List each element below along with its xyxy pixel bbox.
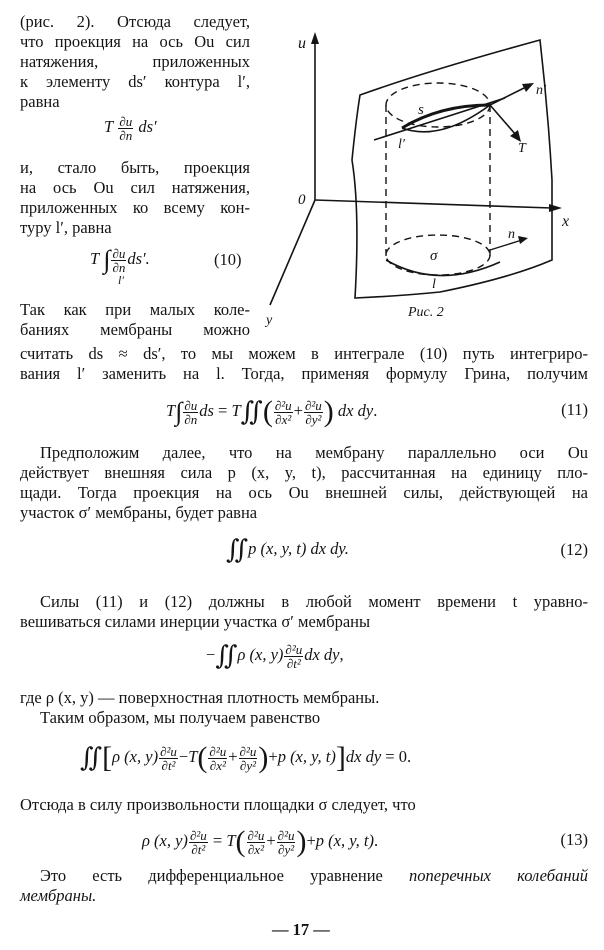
equation-number: (11) [561, 400, 588, 419]
figure-membrane [266, 10, 590, 340]
text-line: и, стало быть, проекция [20, 158, 250, 177]
text-line: к элементу ds′ контура l′, [20, 72, 250, 91]
equation-number: (12) [560, 540, 588, 559]
text-line: щади. Тогда проекция на ось Ou внешней силы, действующей на [20, 483, 588, 502]
text-line: Таким образом, мы получаем равенство [40, 708, 321, 727]
label-s: s [418, 102, 424, 118]
text-line: что проекция на ось Ou сил [20, 32, 250, 51]
text-line: вания l′ заменить на l. Тогда, применяя формулу Грина, получим [20, 364, 588, 383]
text-line: участок σ′ мембраны, будет равна [20, 503, 258, 522]
text-line: действует внешняя сила p (x, y, t), рассчитанная на единицу пло- [20, 463, 588, 482]
formula-tension-element: T $\frac{\partial u}{\partial n}$ ds′ [104, 113, 157, 143]
figure-caption: Рис. 2 [408, 305, 444, 320]
text-line: вешиваться силами инерции участка σ′ мембраны [20, 612, 371, 631]
text-line: равна [20, 92, 60, 111]
origin-label: 0 [298, 192, 306, 208]
formula-12: ∬p (x, y, t) dx dy. [226, 535, 349, 565]
label-T: T [518, 141, 526, 156]
equation-number: (10) [214, 250, 242, 269]
text-line: мембраны. [20, 886, 97, 905]
text-line: Силы (11) и (12) должны в любой момент времени t уравно- [40, 592, 588, 611]
text-line: Отсюда в силу произвольности площадки σ следует, что [20, 795, 416, 814]
text-line: Так как при малых коле- [20, 300, 250, 319]
left-column [20, 12, 250, 112]
page-number: — 17 — [272, 920, 330, 939]
integral-limit: l′ [118, 273, 124, 287]
text-line: на ось Ou сил натяжения, [20, 178, 250, 197]
axis-label-x: x [562, 213, 570, 230]
label-n: n [508, 227, 515, 242]
label-l: l [432, 277, 436, 292]
formula-10: T ∫ $\frac{\partial u}{\partial n}$ ds′. [90, 245, 150, 275]
label-sigma: σ [430, 248, 438, 264]
text-line: где ρ (x, y) — поверхностная плотность мембраны. [20, 688, 380, 707]
left-column-3 [20, 300, 250, 340]
text-line: Предположим далее, что на мембрану параллельно оси Ou [40, 443, 588, 462]
equation-number: (13) [560, 830, 588, 849]
formula-11: T∫ $\frac{\partial u}{\partial n}$ ds = T∬( $\frac{\text{∂²u}}{\text{∂x²}}$ + $\frac{\text{∂²u}}{\text{∂y²}}$ ) dx dy. [166, 395, 378, 429]
formula-balance: ∬[ρ (x, y) $\frac{\text{∂²u}}{\text{∂t²}}$ −T( $\frac{\text{∂²u}}{\text{∂x²}}$ + $\frac{\text{∂²u}}{\text{∂y²}}$ )+p (x, y, t)]dx dy = 0. [80, 741, 412, 775]
text-line: баниях мембраны можно [20, 320, 250, 339]
left-column-2 [20, 158, 250, 238]
formula-inertia: −∬ρ (x, y) $\frac{\text{∂²u}}{\text{∂t²}}$ dx dy, [206, 641, 344, 671]
axis-label-u: u [298, 35, 306, 52]
label-l-prime: l′ [398, 137, 405, 152]
axis-label-y: y [266, 313, 273, 328]
text-line: приложенных ко всему кон- [20, 198, 250, 217]
text-line: считать ds ≈ ds′, то мы можем в интеграле (10) путь интегриро- [20, 344, 588, 363]
text-line: (рис. 2). Отсюда следует, [20, 12, 250, 31]
text-line: Это есть дифференциальное уравнение поперечных колебаний [40, 866, 589, 885]
label-n-prime: n′ [536, 83, 547, 98]
text-line: натяжения, приложенных [20, 52, 250, 71]
text-line: туру l′, равна [20, 218, 112, 237]
formula-13: ρ (x, y) $\frac{\text{∂²u}}{\text{∂t²}}$ = T( $\frac{\text{∂²u}}{\text{∂x²}}$ + $\frac{\text{∂²u}}{\text{∂y²}}$ )+p (x, y, t). [142, 825, 379, 859]
